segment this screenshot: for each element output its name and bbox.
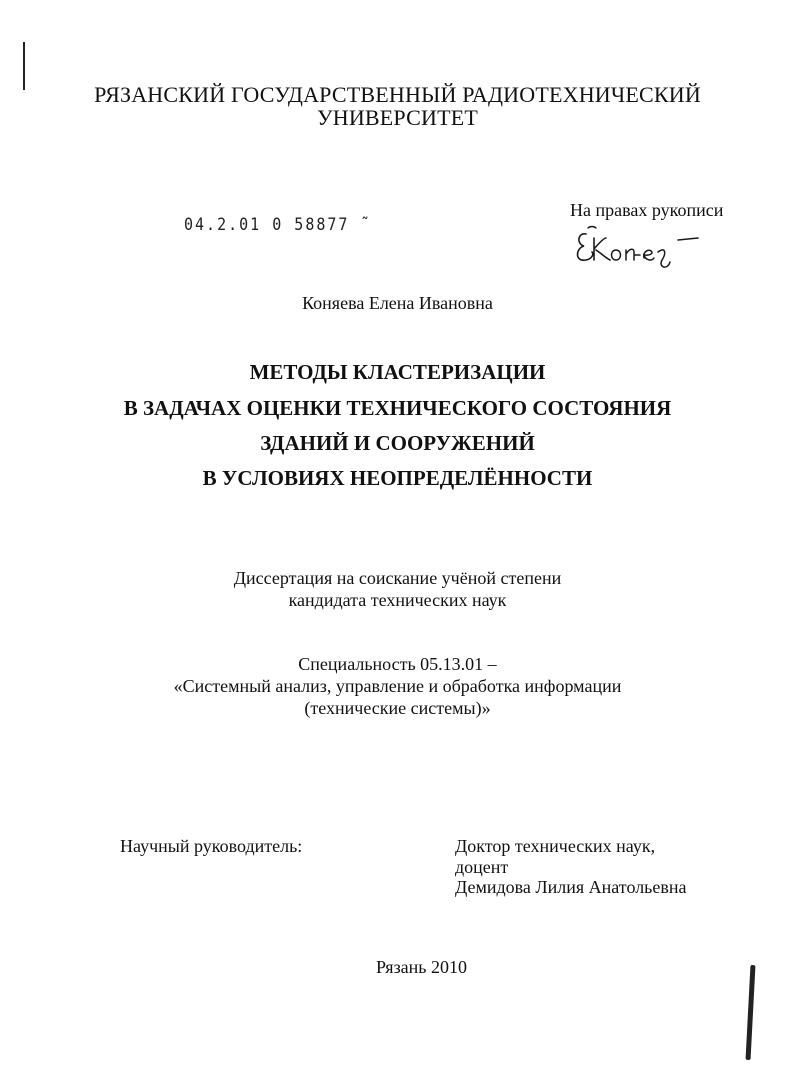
dissertation-title-line2: В ЗАДАЧАХ ОЦЕНКИ ТЕХНИЧЕСКОГО СОСТОЯНИЯ xyxy=(123,396,672,420)
supervisor-label: Научный руководитель: xyxy=(120,836,303,856)
university-name-line2: УНИВЕРСИТЕТ xyxy=(316,105,479,130)
place-year: Рязань 2010 xyxy=(375,957,468,977)
dissertation-title-line4: В УСЛОВИЯХ НЕОПРЕДЕЛЁННОСТИ xyxy=(202,466,593,490)
specialty-line2: «Системный анализ, управление и обработка информации xyxy=(173,676,622,696)
specialty-line1: Специальность 05.13.01 – xyxy=(298,654,497,674)
dissertation-title-line1: МЕТОДЫ КЛАСТЕРИЗАЦИИ xyxy=(249,360,546,384)
author-signature xyxy=(572,222,702,272)
supervisor-rank: доцент xyxy=(455,857,509,877)
manuscript-rights-label: На правах рукописи xyxy=(570,200,724,220)
specialty-line3: (технические системы)» xyxy=(304,698,491,718)
degree-line1: Диссертация на соискание учёной степени xyxy=(233,568,562,588)
dissertation-title-line3: ЗДАНИЙ И СООРУЖЕНИЙ xyxy=(260,431,535,455)
supervisor-degree: Доктор технических наук, xyxy=(455,836,656,856)
degree-line2: кандидата технических наук xyxy=(288,590,507,610)
registration-stamp-number: 04.2.01 0 58877 ˜ xyxy=(184,214,372,235)
supervisor-name: Демидова Лилия Анатольевна xyxy=(455,877,687,897)
university-name-line1: РЯЗАНСКИЙ ГОСУДАРСТВЕННЫЙ РАДИОТЕХНИЧЕСКИЙ xyxy=(94,82,701,107)
scan-edge-mark-bottom xyxy=(746,965,756,1060)
author-name: Коняева Елена Ивановна xyxy=(302,293,493,313)
